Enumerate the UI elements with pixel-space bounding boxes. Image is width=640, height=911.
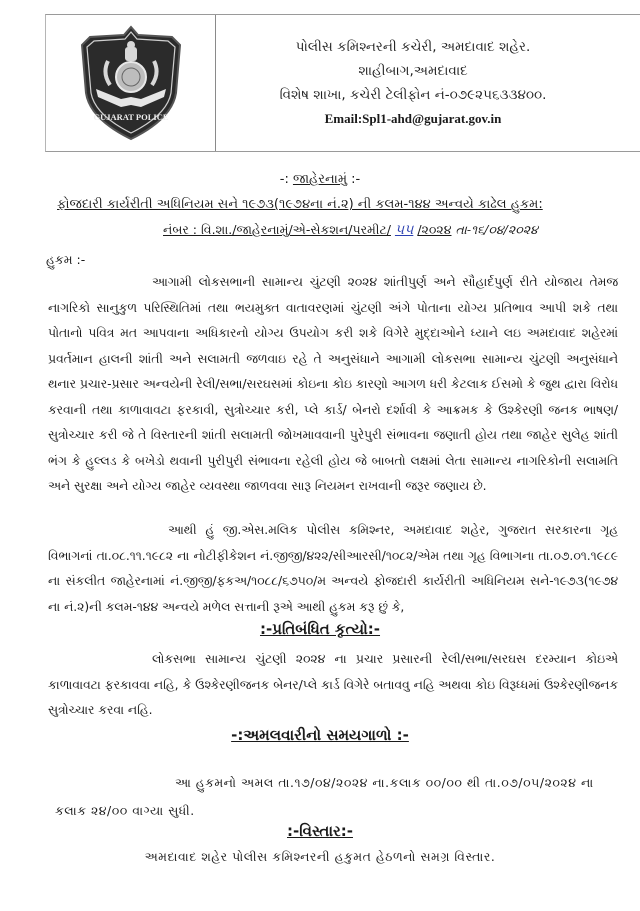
notice-title-block (0, 170, 640, 190)
svg-text:GUJARAT POLICE: GUJARAT POLICE (92, 112, 169, 122)
paragraph-order-text: આથી હું જી.એસ.મલિક પોલીસ કમિશ્નર, અમદાવાદ શહેર, ગુજરાત સરકારના ગૃહ વિભાગનાં તા.૦૮.૧૧.૧૯૮૨ ના નોટીફીકેશન નં.જીજી/૪૨૨/સીઆરસી/૧૦૮૨/એમ તથા ગૃહ વિભાગના તા.૦૭.૦૧.૧૯૮૯ ના સંકલીત જાહેરનામાં નં.જીજી/ફકઅ/૧૦૮૮/૬૭૫૦/મ અન્વયે ફોજદારી કાર્યરીતી અધિનિયમ સને-૧૯૭૩(૧૯૭૪ ના નં.૨)ની કલમ-૧૪૪ અન્વયે મળેલ સત્તાની રૂએ આથી હુકમ કરૂ છું કે, (48, 523, 618, 614)
office-address: શાહીબાગ,અમદાવાદ (358, 63, 468, 79)
letterhead (45, 14, 640, 152)
prohibited-text-body: લોકસભા સામાન્ય ચુંટણી ૨૦૨૪ ના પ્રચાર પ્રસારની રેલી/સભા/સરઘસ દરમ્યાન કોઇએ કાળાવાવટા ફરકાવવા નહિ, કે ઉશ્કેરણીજનક બેનર/પ્લે કાર્ડ વિગેરે બતાવવુ નહિ અથવા કોઇ વિરૂધ્ધમાં ઉશ્કેરણીજનક સુત્રોચ્ચાર કરવા નહિ. (48, 652, 618, 717)
notice-title (0, 170, 640, 190)
letterhead-text (216, 15, 640, 151)
office-phone: વિશેષ શાખા, કચેરી ટેલીફોન નં-૦૭૯૨૫૬૩૩૪૦૦. (279, 87, 547, 103)
order-label: હુકમ :- (46, 252, 86, 267)
period-text (55, 769, 620, 825)
ref-handwritten-number: ૫૫ (394, 222, 414, 238)
period-text-body: આ હુકમનો અમલ તા.૧૭/૦૪/૨૦૨૪ ના.કલાક ૦૦/૦૦ થી તા.૦૭/૦૫/૨૦૨૪ ના કલાક ૨૪/૦૦ વાગ્યા સુધી. (55, 776, 594, 818)
paragraph-background-text: આગામી લોકસભાની સામાન્ય ચુંટણી ૨૦૨૪ શાંતીપુર્ણ અને સૌહાર્દપુર્ણ રીતે યોજાય તેમજ નાગરિકો સાનુકુળ પરિસ્થિતિમાં તથા ભયમુક્ત વાતાવરણમાં ચુંટણી અંગે પોતાના યોગ્ય પ્રતિભાવ આપી શકે તથા પોતાનો પવિત્ર મત આપવાના અધિકારનો યોગ્ય ઉપયોગ કરી શકે વિગેરે મુદ્દાઓને ધ્યાને લઇ અમદાવાદ શહેરમાં પ્રવર્તમાન હાલની શાંતી અને સલામતી જળવાઇ રહે તે અનુસંધાને આગામી લોકસભા સામાન્ય ચુંટણી અનુસંધાને થનાર પ્રચાર-પ્રસાર અન્વયેની રેલી/સભા/સરઘસમાં કોઇના કોઇ કારણો આગળ ધરી કેટલાક ઈસમો કે જુથ દ્વારા વિરોધ કરવાની તથા કાળાવાવટા ફરકાવી, સુત્રોચ્ચાર કરી, પ્લે કાર્ડ/ બેનરો દર્શાવી કે આક્રમક કે ઉશ્કેરણી જનક ભાષણ/ સુત્રોચ્ચાર કરી જે તે વિસ્તારની શાંતી સલામતી જોખમાવવાની પુરેપુરી સંભાવના જણાતી હોય તથા જાહેર સુલેહ શાંતી ભંગ કે હુલ્લડ કે બખેડો થવાની પુરીપુરી સંભાવના રહેલી હોય જે બાબતો લક્ષમાં લેતા સામાન્ય નાગરિકોની સલામતિ અને સુરક્ષા અને યોગ્ય જાહેર વ્યવસ્થા જાળવવા સારૂ નિયમન રાખવાની જરૂર જણાય છે. (48, 275, 618, 493)
area-heading (0, 822, 640, 840)
period-heading (0, 726, 640, 744)
prohibited-heading-text: :-પ્રતિબંધિત કૃત્યો:- (259, 620, 381, 638)
law-reference: ફોજદારી કાર્યરીતી અધિનિયમ સને ૧૯૭૩(૧૯૭૪ના નં.૨) ની કલમ-૧૪૪ અન્વયે કાઢેલ હુકમ: (57, 197, 543, 212)
prohibited-heading (0, 620, 640, 638)
ref-prefix: નંબર : વિ.શા./જાહેરનામું/એ-સેકશન/પરમીટ/ (163, 222, 391, 237)
title-prefix: -: (279, 172, 293, 187)
ref-handwritten-date: તા-૧૬/૦૪/૨૦૨૪ (455, 222, 538, 237)
title-suffix: :- (347, 172, 361, 187)
paragraph-background (48, 270, 618, 500)
period-heading-text: -:અમલવારીનો સમયગાળો :- (231, 726, 409, 744)
office-email: Email:Spl1-ahd@gujarat.gov.in (324, 111, 502, 126)
title-text: જાહેરનામું (292, 172, 348, 187)
ref-year: /૨૦૨૪ (417, 222, 452, 237)
paragraph-order (48, 518, 618, 620)
prohibited-text (48, 647, 618, 724)
reference-number (163, 222, 538, 238)
logo-cell (46, 15, 216, 151)
area-heading-text: :-વિસ્તાર:- (287, 822, 353, 840)
gujarat-police-badge-icon (76, 23, 186, 143)
area-text: અમદાવાદ શહેર પોલીસ કમિશ્નરની હકુમત હેઠળનો સમગ્ર વિસ્તાર. (144, 850, 496, 864)
office-name: પોલીસ કમિશ્નરની કચેરી, અમદાવાદ શહેર. (295, 39, 531, 55)
